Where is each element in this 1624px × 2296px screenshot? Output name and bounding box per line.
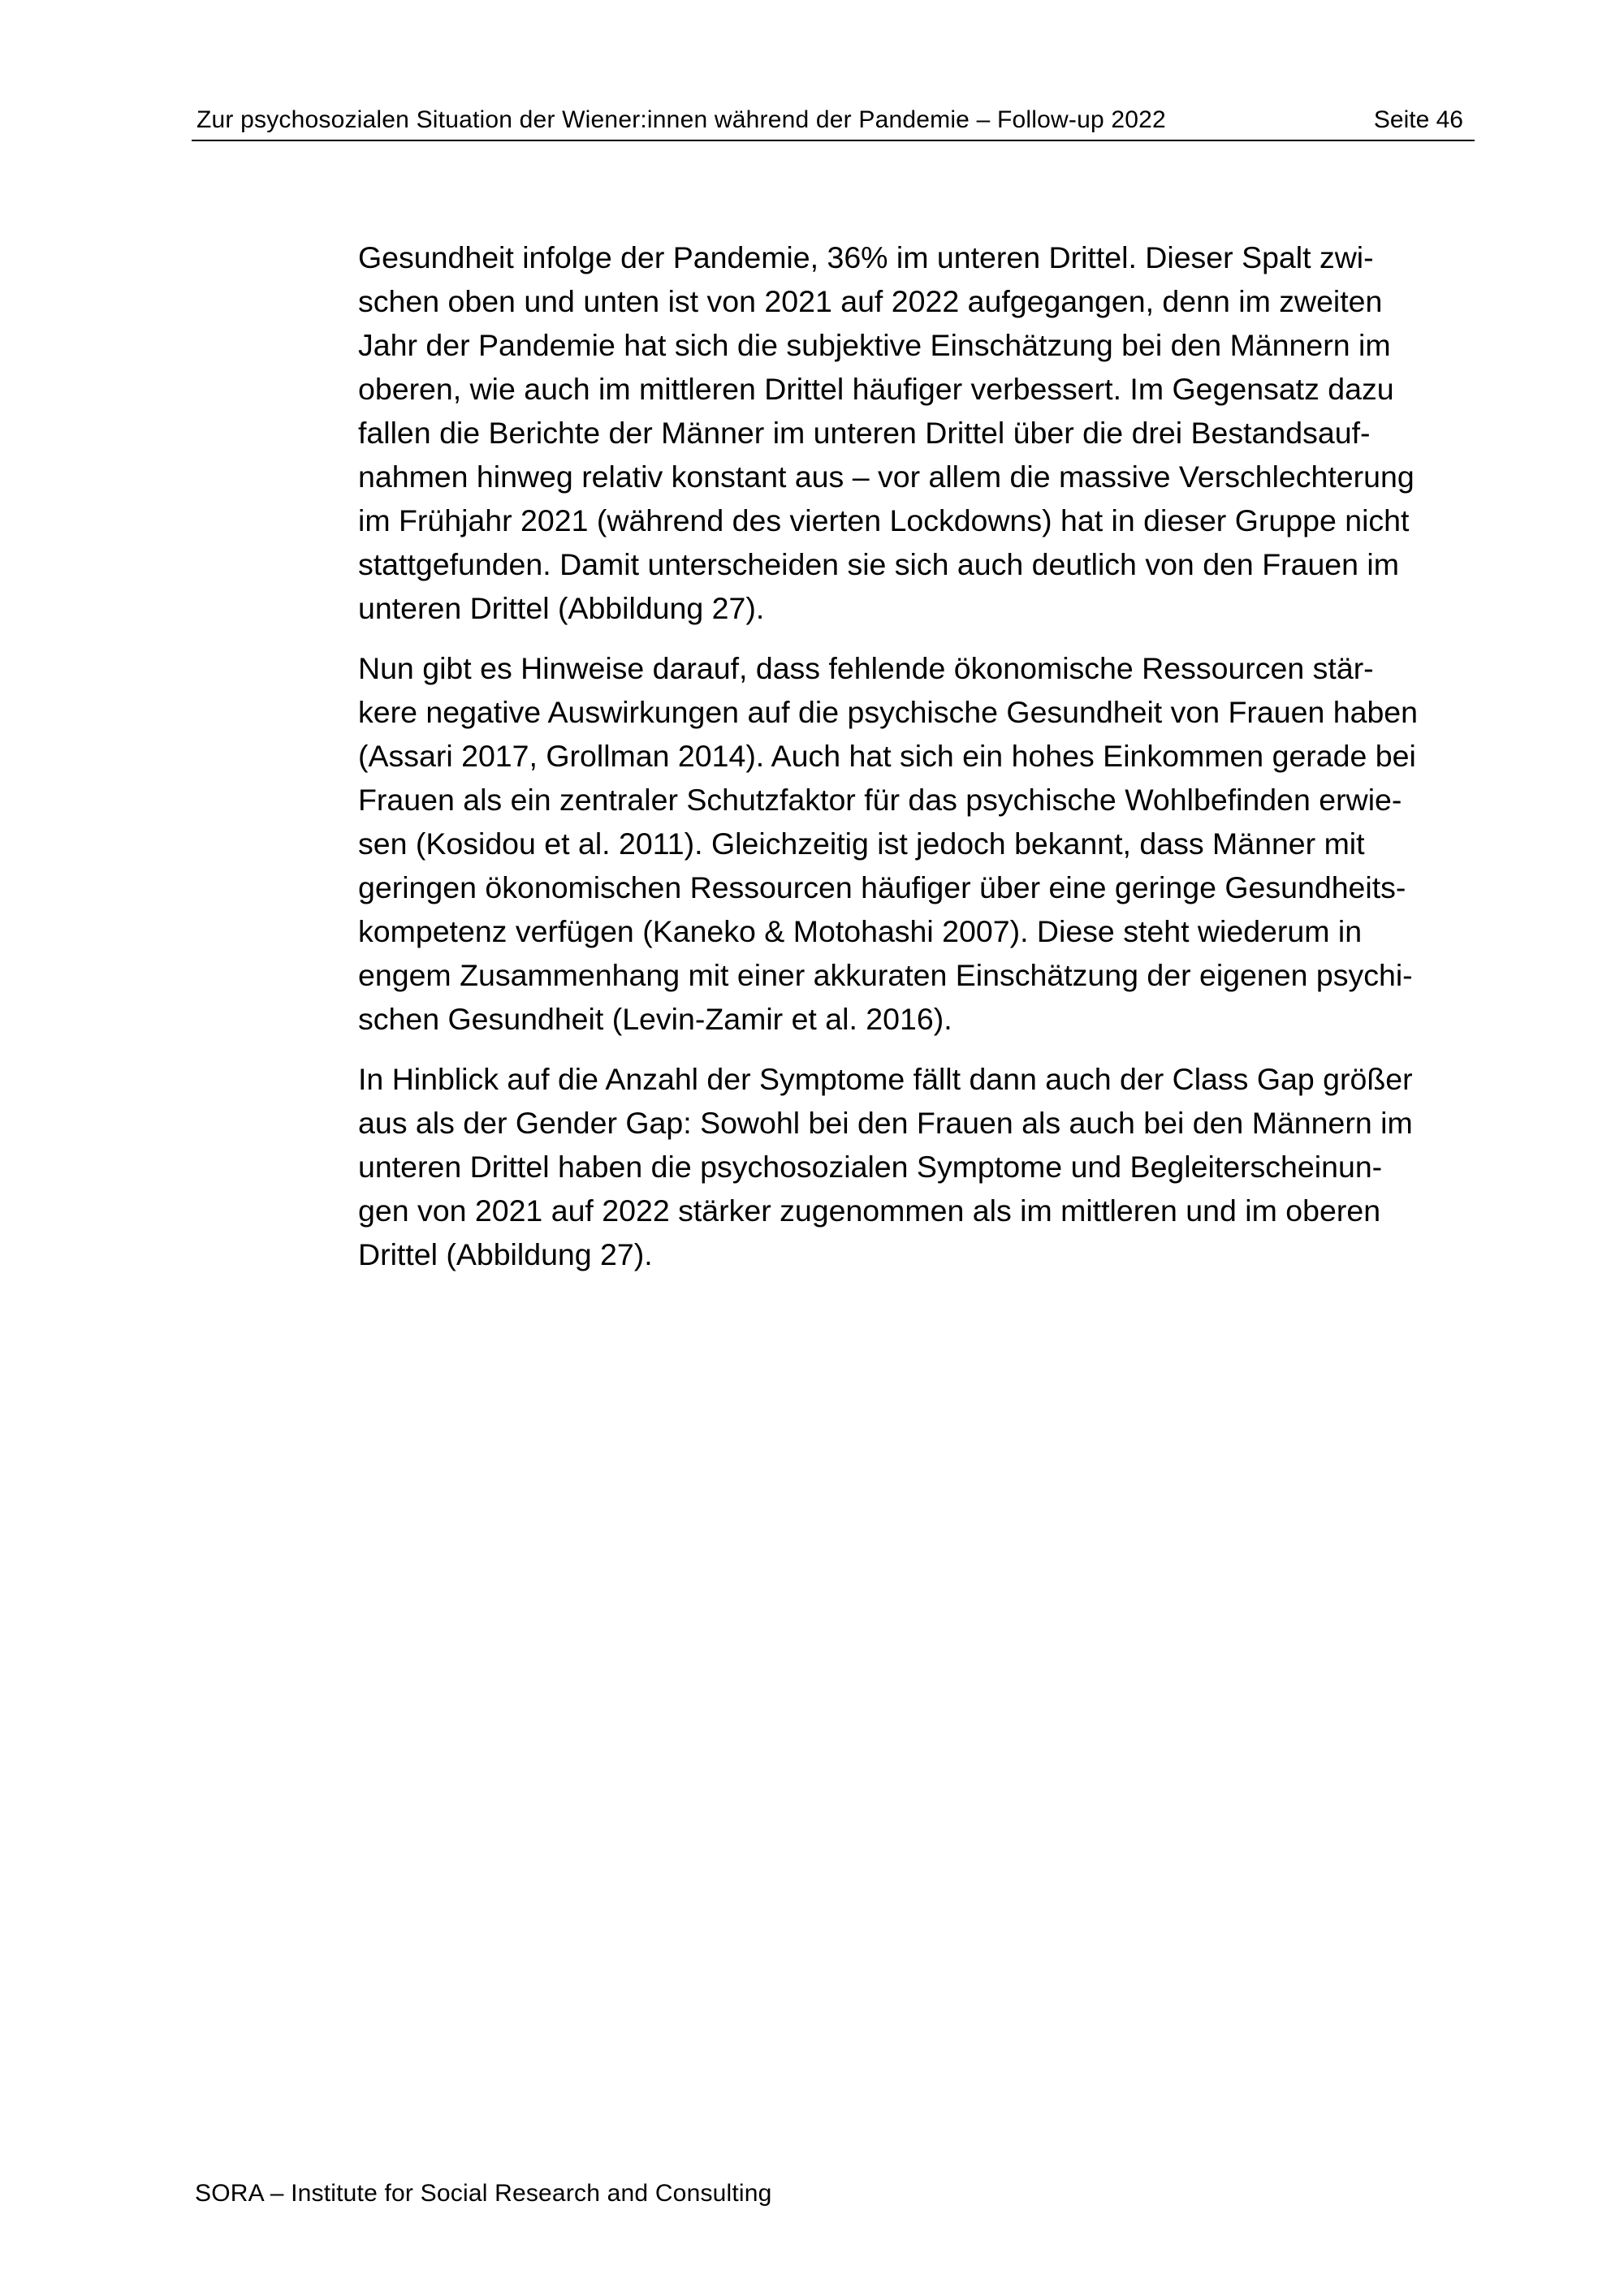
text-line: Jahr der Pandemie hat sich die subjektive Einschätzung bei den Männern im [358,328,1391,362]
paragraph-1 [358,235,1472,630]
text-line: im Frühjahr 2021 (während des vierten Lockdowns) hat in dieser Gruppe nicht [358,503,1410,537]
text-line: Frauen als ein zentraler Schutzfaktor für das psychische Wohlbefinden erwie- [358,783,1402,817]
text-line: geringen ökonomischen Ressourcen häufiger über eine geringe Gesundheits- [358,870,1406,904]
text-line: Drittel (Abbildung 27). [358,1237,653,1271]
text-line: schen Gesundheit (Levin-Zamir et al. 2016). [358,1002,952,1036]
text-line: Gesundheit infolge der Pandemie, 36% im unteren Drittel. Dieser Spalt zwi- [358,240,1374,274]
header-title: Zur psychosozialen Situation der Wiener:innen während der Pandemie – Follow-up 2022 [197,106,1166,133]
text-line: fallen die Berichte der Männer im unteren Drittel über die drei Bestandsauf- [358,416,1371,450]
text-line: oberen, wie auch im mittleren Drittel häufiger verbessert. Im Gegensatz dazu [358,372,1394,406]
text-line: engem Zusammenhang mit einer akkuraten Einschätzung der eigenen psychi- [358,958,1413,992]
body-text [358,235,1472,1293]
paragraph-3 [358,1057,1472,1276]
text-line: nahmen hinweg relativ konstant aus – vor allem die massive Verschlechterung [358,460,1415,494]
page-header [192,101,1475,141]
text-line: (Assari 2017, Grollman 2014). Auch hat sich ein hohes Einkommen gerade bei [358,739,1416,773]
text-line: gen von 2021 auf 2022 stärker zugenommen als im mittleren und im oberen [358,1193,1381,1228]
text-line: schen oben und unten ist von 2021 auf 2022 aufgegangen, denn im zweiten [358,284,1383,318]
text-line: kompetenz verfügen (Kaneko & Motohashi 2007). Diese steht wiederum in [358,914,1363,948]
text-line: Nun gibt es Hinweise darauf, dass fehlende ökonomische Ressourcen stär- [358,651,1374,685]
text-line: aus als der Gender Gap: Sowohl bei den Frauen als auch bei den Männern im [358,1106,1413,1140]
page-footer: SORA – Institute for Social Research and Consulting [195,2180,772,2207]
text-line: kere negative Auswirkungen auf die psychische Gesundheit von Frauen haben [358,695,1419,729]
text-line: unteren Drittel haben die psychosozialen Symptome und Begleiterscheinun- [358,1150,1383,1184]
text-line: stattgefunden. Damit unterscheiden sie sich auch deutlich von den Frauen im [358,547,1399,581]
text-line: sen (Kosidou et al. 2011). Gleichzeitig ist jedoch bekannt, dass Männer mit [358,826,1365,861]
text-line: unteren Drittel (Abbildung 27). [358,591,765,625]
paragraph-2 [358,646,1472,1041]
page-number: Seite 46 [1373,106,1463,133]
text-line: In Hinblick auf die Anzahl der Symptome fällt dann auch der Class Gap größer [358,1062,1413,1096]
